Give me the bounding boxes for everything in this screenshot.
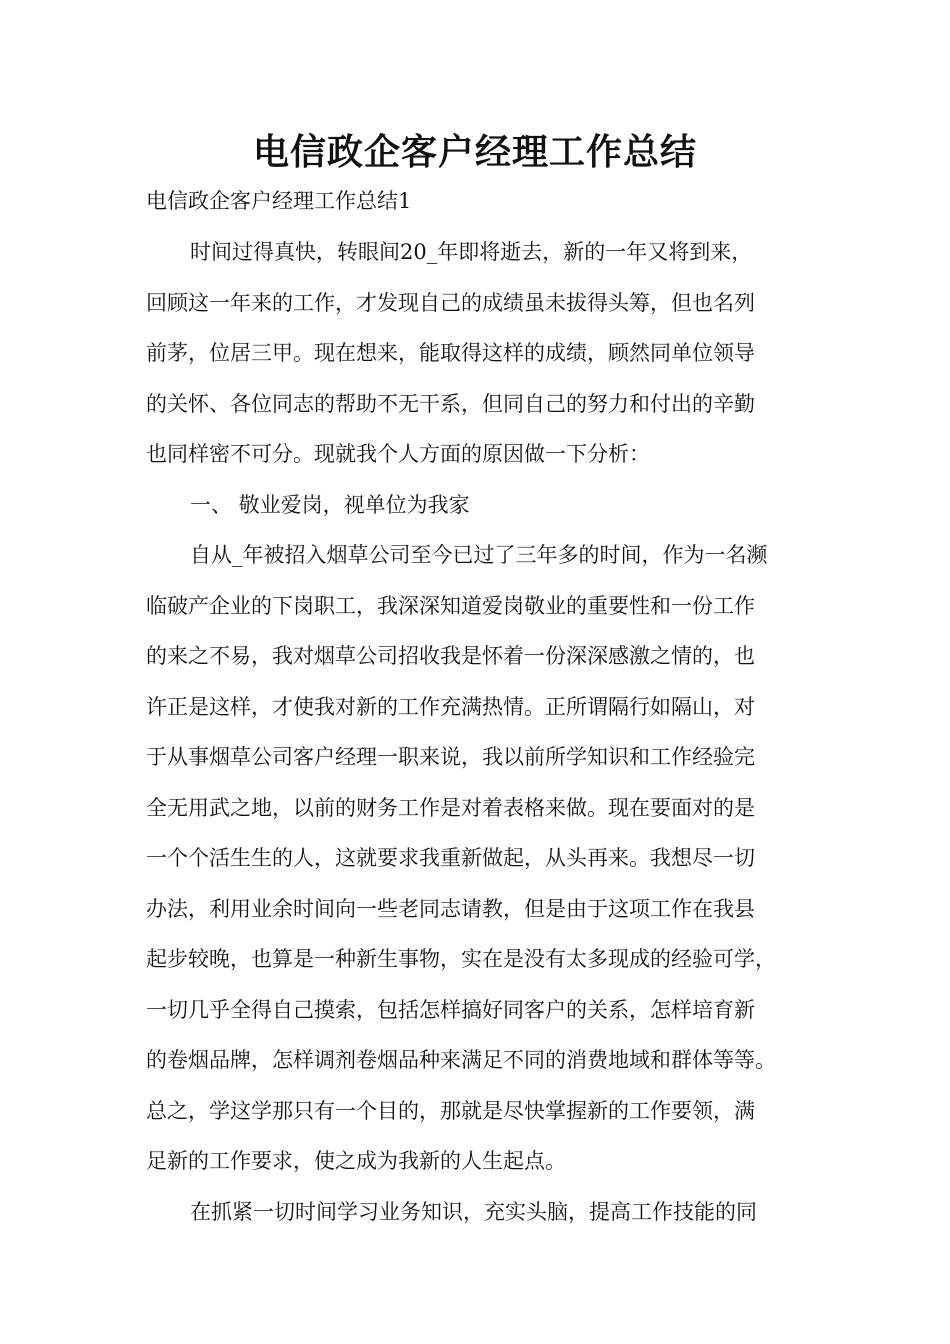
section-heading: 一、 敬业爱岗，视单位为我家	[190, 492, 470, 517]
document-title: 电信政企客户经理工作总结	[252, 131, 697, 173]
paragraph-line: 的关怀、各位同志的帮助不无干系，但同自己的努力和付出的辛勤	[146, 391, 755, 416]
paragraph-line: 起步较晚，也算是一种新生事物，实在是没有太多现成的经验可学，	[146, 947, 776, 971]
paragraph-line: 前茅，位居三甲。现在想来，能取得这样的成绩，顾然同单位领导	[146, 341, 755, 365]
paragraph-line: 的卷烟品牌，怎样调剂卷烟品种来满足不同的消费地域和群体等等。	[146, 1048, 776, 1072]
paragraph-line: 也同样密不可分。现就我个人方面的原因做一下分析：	[146, 442, 650, 466]
paragraph-line: 办法，利用业余时间向一些老同志请教，但是由于这项工作在我县	[146, 896, 755, 921]
paragraph-line: 的来之不易，我对烟草公司招收我是怀着一份深深感激之情的，也	[146, 644, 755, 668]
paragraph-line: 一切几乎全得自己摸索，包括怎样搞好同客户的关系，怎样培育新	[146, 997, 755, 1022]
paragraph-line: 足新的工作要求，使之成为我新的人生起点。	[146, 1149, 566, 1173]
document-subtitle: 电信政企客户经理工作总结1	[146, 189, 412, 213]
paragraph-line: 在抓紧一切时间学习业务知识，充实头脑，提高工作技能的同	[190, 1199, 757, 1224]
document-body	[146, 232, 806, 1242]
paragraph-line: 时间过得真快，转眼间20_年即将逝去，新的一年又将到来，	[190, 240, 753, 264]
paragraph-line: 于从事烟草公司客户经理一职来说，我以前所学知识和工作经验完	[146, 745, 755, 769]
paragraph-line: 自从_年被招入烟草公司至今已过了三年多的时间，作为一名濒	[190, 543, 768, 567]
paragraph-line: 临破产企业的下岗职工，我深深知道爱岗敬业的重要性和一份工作	[146, 593, 755, 618]
paragraph-line: 回顾这一年来的工作，才发现自己的成绩虽未拔得头筹，但也名列	[146, 290, 755, 315]
paragraph-line: 一个个活生生的人，这就要求我重新做起，从头再来。我想尽一切	[146, 846, 755, 870]
paragraph-line: 许正是这样，才使我对新的工作充满热情。正所谓隔行如隔山，对	[146, 694, 755, 719]
paragraph-line: 总之，学这学那只有一个目的，那就是尽快掌握新的工作要领，满	[146, 1098, 755, 1123]
paragraph-line: 全无用武之地，以前的财务工作是对着表格来做。现在要面对的是	[146, 795, 755, 820]
